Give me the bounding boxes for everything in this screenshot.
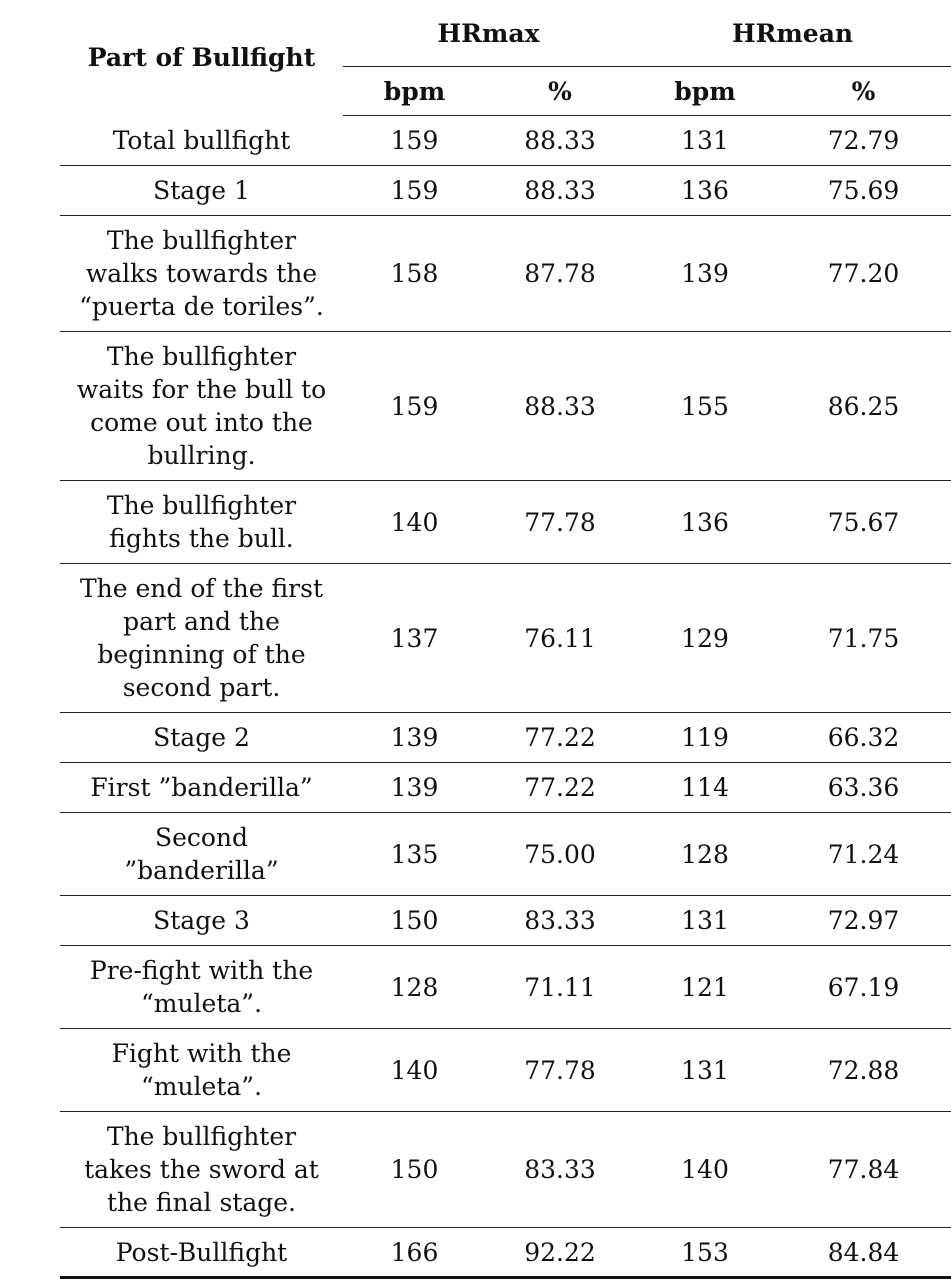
cell-hrmax-percent: 77.78 — [486, 481, 634, 564]
cell-part: Pre-fight with the “muleta”. — [60, 946, 343, 1029]
cell-part: Stage 1 — [60, 166, 343, 216]
cell-hrmax-percent: 71.11 — [486, 946, 634, 1029]
header-hrmax-bpm: bpm — [343, 67, 486, 116]
cell-hrmean-percent: 75.67 — [776, 481, 951, 564]
cell-hrmean-bpm: 121 — [634, 946, 776, 1029]
cell-part: Stage 2 — [60, 713, 343, 763]
cell-hrmean-bpm: 140 — [634, 1112, 776, 1228]
cell-hrmax-bpm: 139 — [343, 763, 486, 813]
header-row-groups — [60, 0, 951, 67]
cell-hrmax-bpm: 137 — [343, 564, 486, 713]
table-row — [60, 763, 951, 813]
cell-part: The bullfighter walks towards the “puerta de toriles”. — [60, 216, 343, 332]
header-hrmean: HRmean — [634, 0, 951, 67]
cell-hrmax-percent: 76.11 — [486, 564, 634, 713]
table-row — [60, 116, 951, 166]
table-row — [60, 813, 951, 896]
cell-hrmax-percent: 87.78 — [486, 216, 634, 332]
table-row — [60, 481, 951, 564]
cell-hrmean-percent: 71.24 — [776, 813, 951, 896]
cell-part: The bullfighter takes the sword at the final stage. — [60, 1112, 343, 1228]
cell-hrmax-percent: 92.22 — [486, 1228, 634, 1278]
header-hrmean-bpm: bpm — [634, 67, 776, 116]
table-row — [60, 332, 951, 481]
cell-hrmax-bpm: 135 — [343, 813, 486, 896]
cell-hrmax-percent: 77.78 — [486, 1029, 634, 1112]
cell-hrmax-bpm: 128 — [343, 946, 486, 1029]
cell-hrmean-percent: 77.84 — [776, 1112, 951, 1228]
cell-hrmean-bpm: 119 — [634, 713, 776, 763]
cell-hrmax-bpm: 140 — [343, 481, 486, 564]
cell-part: Post-Bullfight — [60, 1228, 343, 1278]
cell-hrmax-percent: 88.33 — [486, 332, 634, 481]
cell-hrmean-percent: 66.32 — [776, 713, 951, 763]
cell-hrmean-percent: 71.75 — [776, 564, 951, 713]
cell-hrmax-percent: 83.33 — [486, 1112, 634, 1228]
cell-hrmean-bpm: 128 — [634, 813, 776, 896]
cell-part: Total bullfight — [60, 116, 343, 166]
cell-part: Stage 3 — [60, 896, 343, 946]
cell-hrmean-percent: 84.84 — [776, 1228, 951, 1278]
cell-hrmean-bpm: 139 — [634, 216, 776, 332]
cell-hrmean-percent: 72.88 — [776, 1029, 951, 1112]
cell-hrmean-bpm: 136 — [634, 481, 776, 564]
table-body — [60, 116, 951, 1278]
cell-part: Fight with the “muleta”. — [60, 1029, 343, 1112]
cell-hrmax-percent: 77.22 — [486, 763, 634, 813]
cell-hrmean-bpm: 114 — [634, 763, 776, 813]
cell-hrmax-bpm: 159 — [343, 116, 486, 166]
cell-hrmax-percent: 88.33 — [486, 166, 634, 216]
cell-hrmax-bpm: 159 — [343, 166, 486, 216]
table-row — [60, 1228, 951, 1278]
table-row — [60, 216, 951, 332]
table-row — [60, 1112, 951, 1228]
cell-part: The bullfighter fights the bull. — [60, 481, 343, 564]
cell-hrmax-bpm: 166 — [343, 1228, 486, 1278]
cell-hrmean-bpm: 136 — [634, 166, 776, 216]
cell-part: The bullfighter waits for the bull to come out into the bullring. — [60, 332, 343, 481]
cell-hrmean-percent: 72.79 — [776, 116, 951, 166]
table-row — [60, 1029, 951, 1112]
cell-hrmax-percent: 83.33 — [486, 896, 634, 946]
cell-part: First ”banderilla” — [60, 763, 343, 813]
cell-hrmean-percent: 86.25 — [776, 332, 951, 481]
table-row — [60, 713, 951, 763]
cell-hrmax-percent: 88.33 — [486, 116, 634, 166]
cell-hrmax-bpm: 150 — [343, 896, 486, 946]
table-row — [60, 946, 951, 1029]
cell-hrmax-bpm: 159 — [343, 332, 486, 481]
cell-hrmean-bpm: 155 — [634, 332, 776, 481]
cell-hrmean-bpm: 153 — [634, 1228, 776, 1278]
header-hrmax: HRmax — [343, 0, 634, 67]
cell-hrmax-bpm: 150 — [343, 1112, 486, 1228]
header-hrmean-percent: % — [776, 67, 951, 116]
cell-hrmean-bpm: 129 — [634, 564, 776, 713]
heart-rate-table-container — [60, 0, 951, 1279]
cell-hrmean-percent: 72.97 — [776, 896, 951, 946]
cell-hrmax-percent: 77.22 — [486, 713, 634, 763]
table-row — [60, 896, 951, 946]
cell-hrmean-percent: 75.69 — [776, 166, 951, 216]
cell-hrmean-bpm: 131 — [634, 1029, 776, 1112]
cell-hrmean-percent: 63.36 — [776, 763, 951, 813]
heart-rate-table — [60, 0, 951, 1279]
cell-hrmean-percent: 77.20 — [776, 216, 951, 332]
header-part-of-bullfight: Part of Bullfight — [87, 43, 316, 73]
cell-hrmax-bpm: 158 — [343, 216, 486, 332]
cell-hrmax-bpm: 140 — [343, 1029, 486, 1112]
cell-hrmax-bpm: 139 — [343, 713, 486, 763]
cell-hrmean-percent: 67.19 — [776, 946, 951, 1029]
table-row — [60, 166, 951, 216]
table-row — [60, 564, 951, 713]
cell-hrmean-bpm: 131 — [634, 116, 776, 166]
cell-part: The end of the first part and the beginning of the second part. — [60, 564, 343, 713]
cell-hrmax-percent: 75.00 — [486, 813, 634, 896]
header-hrmax-percent: % — [486, 67, 634, 116]
cell-part: Second ”banderilla” — [60, 813, 343, 896]
cell-hrmean-bpm: 131 — [634, 896, 776, 946]
